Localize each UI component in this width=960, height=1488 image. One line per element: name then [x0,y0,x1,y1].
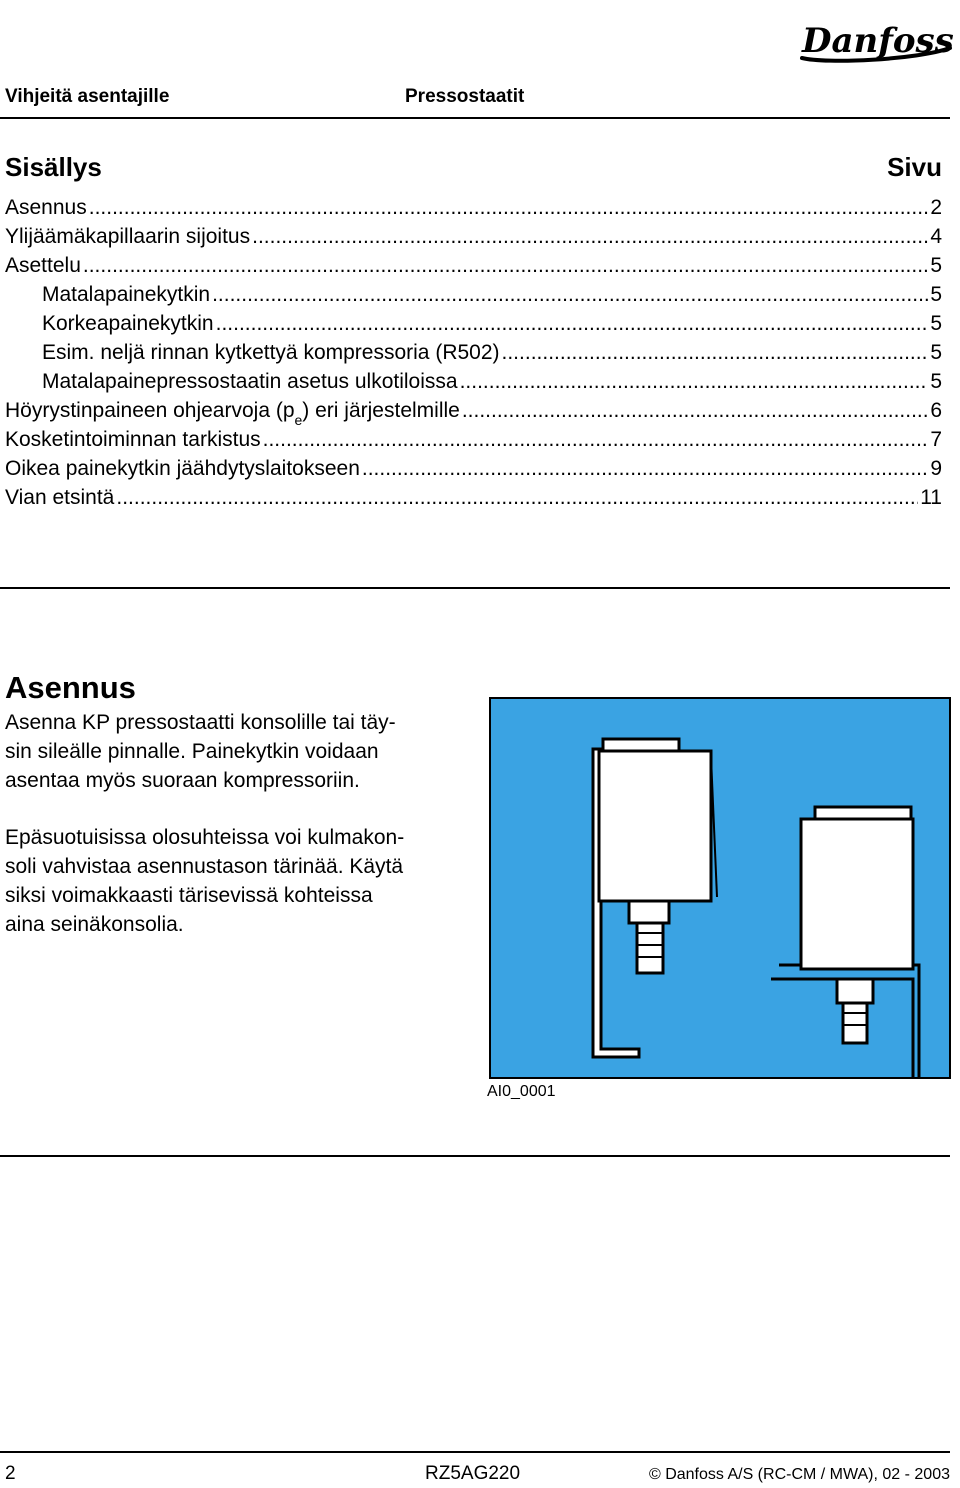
section-rule [0,587,950,589]
toc-item-page-number: 4 [930,225,942,248]
toc-item-label: Asennus [5,196,87,219]
toc-item-label: Asettelu [5,254,81,277]
toc-item-label: Esim. neljä rinnan kytkettyä kompressoria (R502) [42,341,500,364]
toc-item-page-number: 5 [930,254,942,277]
toc-item-leader-dots [116,484,918,512]
section-paragraph-1: Asenna KP pressostaatti konsolille tai täy- sin sileälle pinnalle. Painekytkin voidaan asentaa myös suoraan kompressoriin. [5,711,396,792]
toc-item-page-number: 11 [920,486,942,509]
footer-rule [0,1451,950,1453]
header-left-title: Vihjeitä asentajille [5,86,170,107]
toc-item-subscript: e [294,412,303,428]
toc-item-label: Matalapainepressostaatin asetus ulkotiloissa [42,370,458,393]
toc-item [42,339,942,367]
figure-bottom-rule [0,1155,950,1157]
switch-1-fitting [637,923,663,973]
switch-1-body [599,751,711,901]
footer-page-number: 2 [5,1463,16,1484]
toc-item-leader-dots [460,368,929,396]
toc-item-leader-dots [362,455,928,483]
toc-item [5,252,942,280]
toc-item-page-number: 6 [930,399,942,422]
footer-copyright: © Danfoss A/S (RC-CM / MWA), 02 - 2003 [648,1466,950,1483]
section-title: Asennus [5,670,136,705]
toc-item [5,397,942,426]
toc-item [5,484,942,512]
svg-text:Danfoss: Danfoss [802,21,954,61]
section-paragraph-2: Epäsuotuisissa olosuhteissa voi kulmakon- soli vahvistaa asennustason tärinää. Käytä siksi voimakkaasti tärisevissä kohteissa aina seinäkonsolia. [5,826,405,936]
toc-item [5,194,942,222]
toc-item-leader-dots [502,339,929,367]
toc-item-page-number: 5 [930,341,942,364]
toc-item-page-number: 2 [930,196,942,219]
toc-item [5,426,942,454]
toc-item [5,455,942,483]
toc-item [42,310,942,338]
toc-item-page-number: 7 [930,428,942,451]
toc-item [42,368,942,396]
switch-2-body [801,819,913,969]
toc-item-label: Kosketintoiminnan tarkistus [5,428,261,451]
toc-item-page-number: 9 [930,457,942,480]
toc-item-label-suffix: ) eri järjestelmille [302,399,460,422]
toc-item-leader-dots [212,281,928,309]
figure-caption: AI0_0001 [487,1083,556,1100]
toc-item-label: Matalapainekytkin [42,283,211,306]
toc-item-leader-dots [83,252,928,280]
toc-item-page-number: 5 [930,312,942,335]
toc-item [42,281,942,309]
toc-item-page-number: 5 [930,370,942,393]
toc-item-label: Ylijäämäkapillaarin sijoitus [5,225,251,248]
switch-1-nut [629,901,669,923]
toc-item-label: Oikea painekytkin jäähdytyslaitokseen [5,457,360,480]
toc-item-leader-dots [89,194,929,222]
toc-item-leader-dots [462,397,928,425]
toc-item-label: Vian etsintä [5,486,115,509]
toc-item [5,223,942,251]
toc-item-leader-dots [263,426,929,454]
toc-title: Sisällys [5,152,102,182]
toc-item-label: Höyrystinpaineen ohjearvoja (p [5,399,295,422]
header-center-title: Pressostaatit [405,86,525,107]
pressure-switch-illustration [489,697,951,1079]
switch-2-fitting [843,1003,867,1043]
toc-item-label: Korkeapainekytkin [42,312,214,335]
danfoss-logo [796,14,954,70]
footer-doc-code: RZ5AG220 [425,1463,521,1484]
toc-item-page-number: 5 [930,283,942,306]
toc-item-leader-dots [252,223,928,251]
switch-2-nut [837,979,873,1003]
toc-item-leader-dots [216,310,929,338]
toc-page-heading: Sivu [887,152,942,182]
header-rule [0,117,950,119]
